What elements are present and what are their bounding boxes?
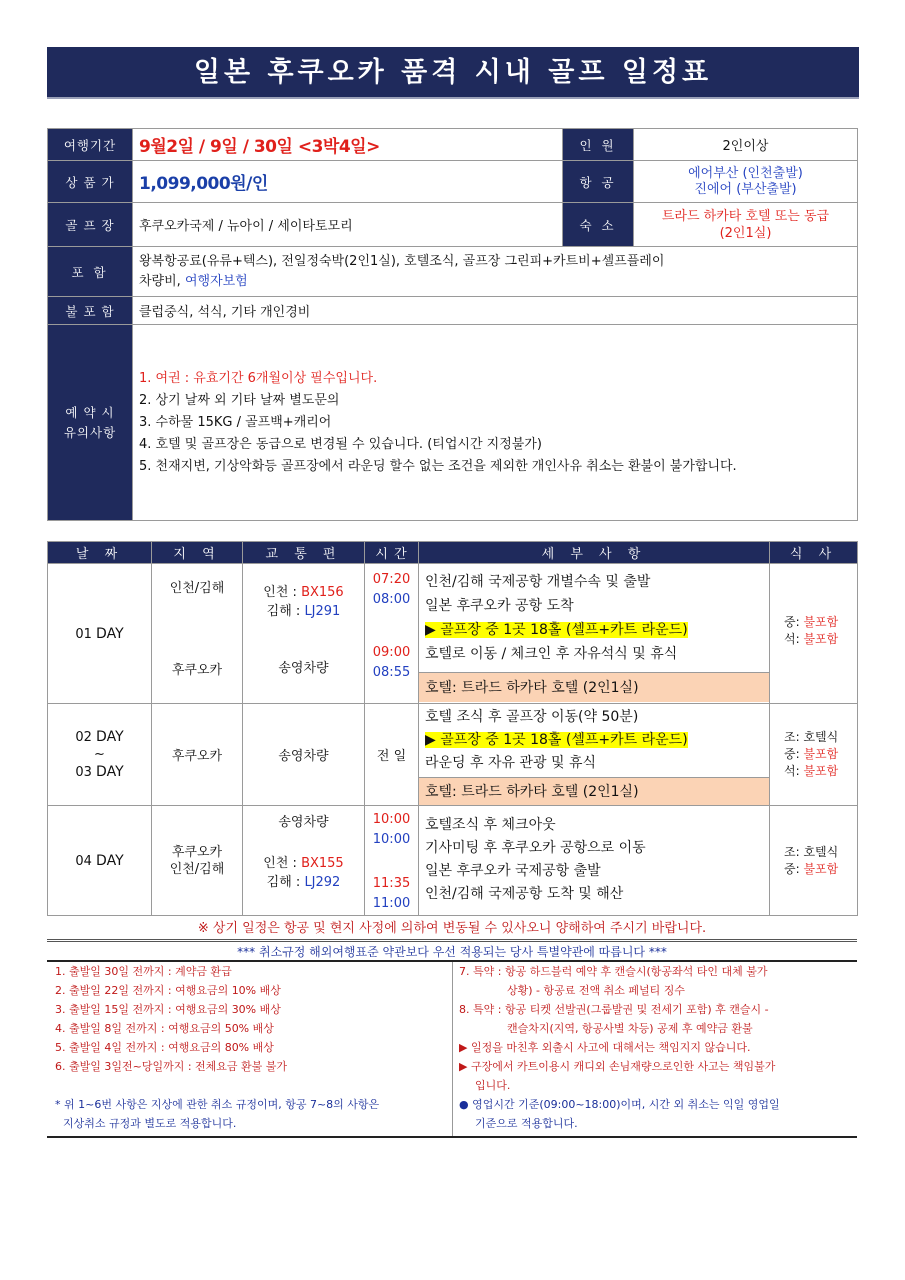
hotel-value: 트라드 하카타 호텔 또는 동급 (2인1실) <box>634 203 858 247</box>
policy-item: 8. 특약 : 항공 티켓 선발권(그룹발권 및 전세기 포함) 후 캔슬시 - <box>459 1003 769 1016</box>
details-cell: 인천/김해 국제공항 개별수속 및 출발 일본 후쿠오카 공항 도착 ▶ 골프장 중 1곳 18홀 (셀프+카트 라운드) 호텔로 이동 / 체크인 후 자유석식 및 휴식 호텔: 트라드 하카타 호텔 (2인1실) <box>419 564 770 704</box>
policy-item: ● 영업시간 기준(09:00~18:00)이며, 시간 외 취소는 익일 영업일 <box>459 1098 780 1111</box>
policy-item: 상황) - 항공료 전액 취소 페널티 징수 <box>507 984 686 997</box>
column-divider <box>452 962 453 1136</box>
note-item: 4. 호텔 및 골프장은 동급으로 변경될 수 있습니다. (티업시간 지정불가) <box>139 436 542 452</box>
policy-item: ▶ 구장에서 카트이용시 캐디외 손님재량으로인한 사고는 책임불가 <box>459 1060 776 1073</box>
policy-item: 1. 출발일 30일 전까지 : 계약금 환급 <box>55 965 232 978</box>
policy-item: 4. 출발일 8일 전까지 : 여행요금의 50% 배상 <box>55 1022 274 1035</box>
golf-label: 골 프 장 <box>48 203 133 247</box>
day-label: 02 DAY ~ 03 DAY <box>48 704 152 806</box>
time-cell: 전 일 <box>365 704 419 806</box>
details-cell: 호텔 조식 후 골프장 이동(약 50분) ▶ 골프장 중 1곳 18홀 (셀프+카트 라운드) 라운딩 후 자유 관광 및 휴식 호텔: 트라드 하카타 호텔 (2인1실) <box>419 704 770 806</box>
meal-cell: 조: 호텔식 중: 불포함 석: 불포함 <box>770 704 858 806</box>
transport-cell: 송영차량 <box>243 704 365 806</box>
region-cell: 후쿠오카 <box>152 704 243 806</box>
cancel-policy-header: *** 취소규정 해외여행표준 약관보다 우선 적용되는 당사 특별약관에 따릅니다 *** <box>47 941 857 962</box>
time-cell: 10:00 10:00 11:35 11:00 <box>365 806 419 916</box>
included-value: 왕복항공료(유류+텍스), 전일정숙박(2인1실), 호텔조식, 골프장 그린피+카트비+셀프플레이 차량비, 여행자보험 <box>133 247 858 297</box>
col-header-meals: 식 사 <box>770 542 858 564</box>
region-cell: 인천/김해 후쿠오카 <box>152 564 243 704</box>
golf-value: 후쿠오카국제 / 뉴아이 / 세이타토모리 <box>133 203 563 247</box>
cancel-policy-left <box>55 962 451 1133</box>
hotel-info: 호텔: 트라드 하카타 호텔 (2인1실) <box>419 777 769 805</box>
col-header-time: 시 간 <box>365 542 419 564</box>
col-header-region: 지 역 <box>152 542 243 564</box>
pax-value: 2인이상 <box>634 129 858 161</box>
air-label: 항 공 <box>563 161 634 203</box>
price-value: 1,099,000원/인 <box>133 161 563 203</box>
policy-item: 2. 출발일 22일 전까지 : 여행요금의 10% 배상 <box>55 984 281 997</box>
trip-info-table <box>47 128 858 521</box>
table-row <box>48 564 858 704</box>
included-label: 포 함 <box>48 247 133 297</box>
time-cell: 07:20 08:00 09:00 08:55 <box>365 564 419 704</box>
day-label: 01 DAY <box>48 564 152 704</box>
period-label: 여행기간 <box>48 129 133 161</box>
table-row <box>48 704 858 806</box>
meal-cell: 조: 호텔식 중: 불포함 <box>770 806 858 916</box>
region-cell: 후쿠오카 인천/김해 <box>152 806 243 916</box>
cancel-policy <box>47 962 857 1138</box>
col-header-transport: 교 통 편 <box>243 542 365 564</box>
price-label: 상 품 가 <box>48 161 133 203</box>
air-value: 에어부산 (인천출발) 진에어 (부산출발) <box>634 161 858 203</box>
policy-footnote: 지상취소 규정과 별도로 적용합니다. <box>63 1117 237 1130</box>
policy-item: 7. 특약 : 항공 하드블럭 예약 후 캔슬시(항공좌석 타인 대체 불가 <box>459 965 768 978</box>
policy-item: 3. 출발일 15일 전까지 : 여행요금의 30% 배상 <box>55 1003 281 1016</box>
cancel-policy-right <box>459 962 851 1133</box>
period-value: 9월2일 / 9일 / 30일 <3박4일> <box>133 129 563 161</box>
note-item: 2. 상기 날짜 외 기타 날짜 별도문의 <box>139 392 340 408</box>
policy-item: 입니다. <box>475 1079 511 1092</box>
table-row <box>48 806 858 916</box>
policy-item: ▶ 일정을 마친후 외출시 사고에 대해서는 책임지지 않습니다. <box>459 1041 751 1054</box>
hotel-label: 숙 소 <box>563 203 634 247</box>
schedule-notice: ※ 상기 일정은 항공 및 현지 사정에 의하여 변동될 수 있사오니 양해하여 주시기 바랍니다. <box>47 918 857 940</box>
note-item: 3. 수하물 15KG / 골프백+캐리어 <box>139 414 332 430</box>
policy-item: 5. 출발일 4일 전까지 : 여행요금의 80% 배상 <box>55 1041 274 1054</box>
meal-cell: 중: 불포함 석: 불포함 <box>770 564 858 704</box>
schedule-table <box>47 541 858 916</box>
note-item: 5. 천재지변, 기상악화등 골프장에서 라운딩 할수 없는 조건을 제외한 개인사유 취소는 환불이 불가합니다. <box>139 458 737 474</box>
notes-label: 예 약 시 유의사항 <box>48 325 133 521</box>
policy-item: 기준으로 적용합니다. <box>475 1117 578 1130</box>
notes-list <box>133 325 858 521</box>
page-title: 일본 후쿠오카 품격 시내 골프 일정표 <box>47 47 859 99</box>
excluded-label: 불 포 함 <box>48 297 133 325</box>
hotel-info: 호텔: 트라드 하카타 호텔 (2인1실) <box>419 672 769 702</box>
excluded-value: 클럽중식, 석식, 기타 개인경비 <box>133 297 858 325</box>
transport-cell: 송영차량 인천 : BX155 김해 : LJ292 <box>243 806 365 916</box>
col-header-details: 세 부 사 항 <box>419 542 770 564</box>
transport-cell: 인천 : BX156 김해 : LJ291 송영차량 <box>243 564 365 704</box>
policy-item: 캔슬차지(지역, 항공사별 차등) 공제 후 예약금 환불 <box>507 1022 753 1035</box>
day-label: 04 DAY <box>48 806 152 916</box>
pax-label: 인 원 <box>563 129 634 161</box>
details-cell: 호텔조식 후 체크아웃 기사미팅 후 후쿠오카 공항으로 이동 일본 후쿠오카 국제공항 출발 인천/김해 국제공항 도착 및 해산 <box>419 806 770 916</box>
policy-footnote: * 위 1~6번 사항은 지상에 관한 취소 규정이며, 항공 7~8의 사항은 <box>55 1098 380 1111</box>
policy-item: 6. 출발일 3일전~당일까지 : 전체요금 환불 불가 <box>55 1060 288 1073</box>
note-item: 1. 여권 : 유효기간 6개월이상 필수입니다. <box>139 370 378 386</box>
col-header-date: 날 짜 <box>48 542 152 564</box>
